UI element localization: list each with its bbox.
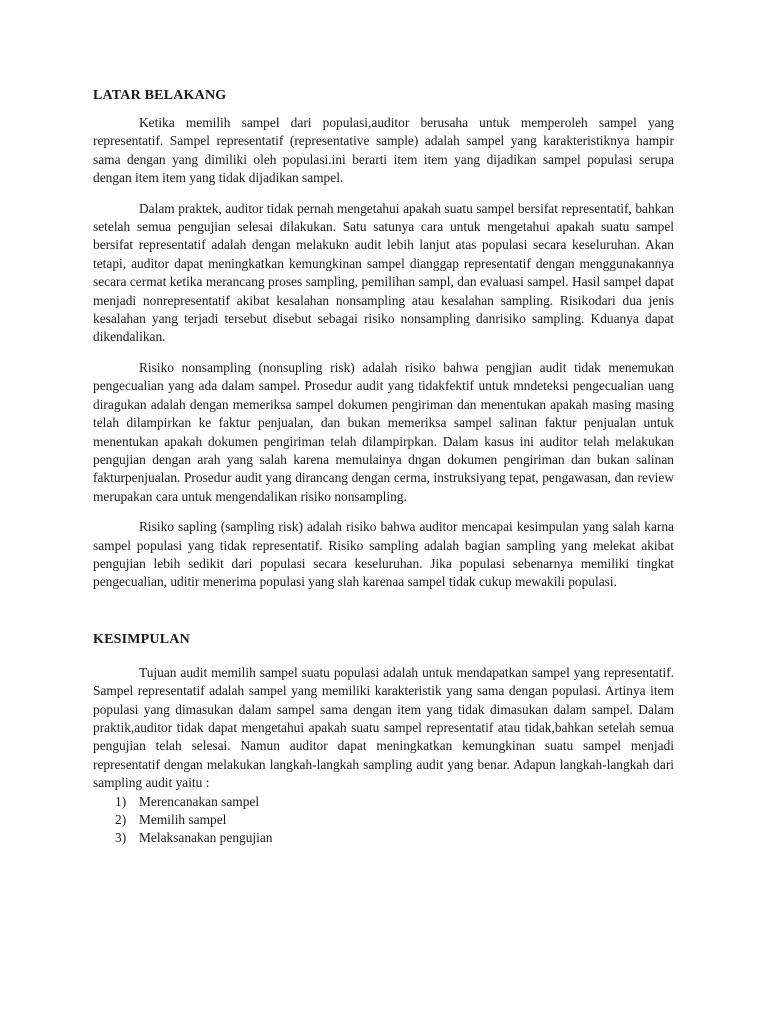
- list-text: Memilih sampel: [139, 811, 227, 827]
- paragraph-1: Ketika memilih sampel dari populasi,auditor berusaha untuk memperoleh sampel yang representatif. Sampel representatif (representative sample) adalah sampel yang karakteristiknya hampir sama dengan yang dimiliki oleh populasi.ini berarti item item yang dijadikan sampel populasi serupa dengan item item yang tidak dijadikan sampel.: [93, 115, 674, 186]
- heading-kesimpulan: KESIMPULAN: [93, 631, 190, 647]
- list-number: 1): [115, 793, 127, 809]
- paragraph-2: Dalam praktek, auditor tidak pernah mengetahui apakah suatu sampel bersifat representatif, bahkan setelah semua pengujian selesai dilakukan. Satu satunya cara untuk mengetahui apakah suatu sampel bersifat representatif adalah dengan melakukn audit lebih lanjut atas populasi secara keseluruhan. Akan tetapi, auditor dapat meningkatkan kemungkinan sampel dianggap representatif dengan menggunakannya secara cermat ketika merancang proses sampling, pemilihan sampl, dan evaluasi sampel. Hasil sampel dapat menjadi nonrepresentatif akibat kesalahan nonsampling atau kesalahan sampling. Risikodari dua jenis kesalahan yang terjadi tersebut disebut sebagai risiko nonsampling danrisiko sampling. Kduanya dapat dikendalikan.: [93, 200, 674, 345]
- list-number: 2): [115, 811, 127, 827]
- paragraph-3: Risiko nonsampling (nonsupling risk) adalah risiko bahwa pengjian audit tidak menemukan pengecualian yang ada dalam sampel. Prosedur audit yang tidakfektif untuk mndeteksi pengecualian uang diragukan adalah dengan memeriksa sampel dokumen pengiriman dan menentukan apakah masing masing telah dilampirkan ke faktur penjualan, dan bukan memeriksa sampel salinan faktur penjualan untuk menentukan apakah dokumen pengiriman telah dilampirpkan. Dalam kasus ini auditor telah melakukan pengujian dengan arah yang salah karena memulainya dngan dokumen pengiriman dan bukan salinan fakturpenjualan. Prosedur audit yang dirancang dengan cerma, instruksiyang tepat, pengawasan, dan review merupakan cara untuk mengendalikan risiko nonsampling.: [93, 359, 674, 504]
- heading-latar-belakang: LATAR BELAKANG: [93, 88, 227, 103]
- list-text: Merencanakan sampel: [139, 793, 260, 809]
- list-number: 3): [115, 829, 127, 845]
- list-item: [93, 793, 674, 811]
- list-text: Melaksanakan pengujian: [139, 829, 273, 845]
- steps-list: [93, 793, 674, 847]
- list-item: [93, 811, 674, 829]
- paragraph-4: Risiko sapling (sampling risk) adalah risiko bahwa auditor mencapai kesimpulan yang salah karna sampel populasi yang tidak representatif. Risiko sampling adalah bagian sampling yang melekat akibat pengujian lebih sedikit dari populasi secara keseluruhan. Jika populasi sebenarnya memiliki tingkat pengecualian, uditir menerima populasi yang slah karenaa sampel tidak cukup mewakili populasi.: [93, 519, 674, 590]
- paragraph-kesimpulan: Tujuan audit memilih sampel suatu populasi adalah untuk mendapatkan sampel yang representatif. Sampel representatif adalah sampel yang memiliki karakteristik yang sama dengan populasi. Artinya item populasi yang dimasukan dalam sampel sama dengan item yang tidak dimasukan dalam sampel. Dalam praktik,auditor tidak dapat mengetahui apakah suatu sampel representatif atau tidak,bahkan setelah semua pengujian telah selesai. Namun auditor dapat meningkatkan kemungkinan suatu sampel menjadi representatif dengan melakukan langkah-langkah sampling audit yang benar. Adapun langkah-langkah dari sampling audit yaitu :: [93, 664, 674, 791]
- list-item: [93, 829, 674, 847]
